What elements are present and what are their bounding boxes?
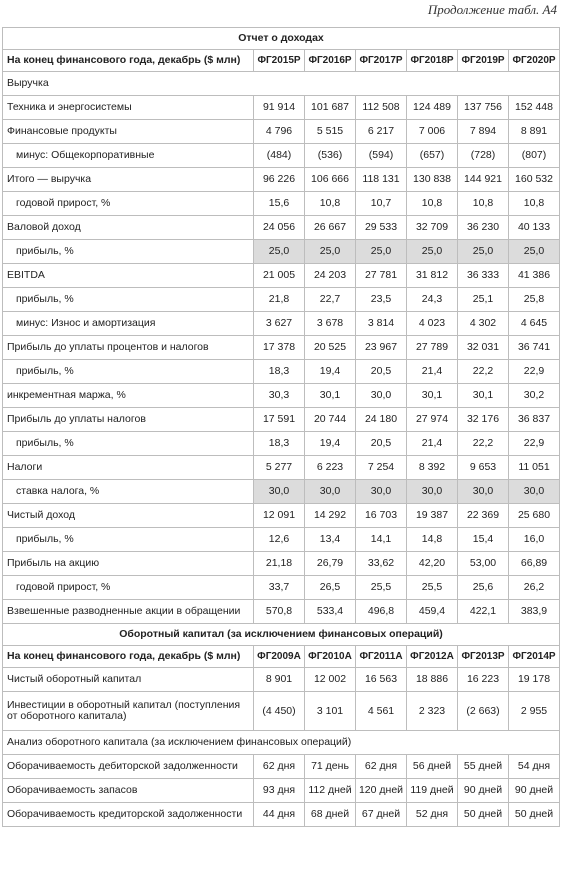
value-cell: 4 302 bbox=[458, 312, 509, 336]
table-row bbox=[3, 504, 560, 528]
header-row bbox=[3, 646, 560, 668]
row-label: ставка налога, % bbox=[3, 480, 254, 504]
row-label: прибыль, % bbox=[3, 288, 254, 312]
year-header: ФГ2017Р bbox=[356, 50, 407, 72]
value-cell: 7 894 bbox=[458, 120, 509, 144]
value-cell: 533,4 bbox=[305, 600, 356, 624]
value-cell: 8 901 bbox=[254, 668, 305, 692]
year-header: ФГ2014Р bbox=[509, 646, 560, 668]
value-cell: 25,0 bbox=[254, 240, 305, 264]
value-cell: 124 489 bbox=[407, 96, 458, 120]
value-cell: 3 627 bbox=[254, 312, 305, 336]
value-cell: 18,3 bbox=[254, 360, 305, 384]
row-label: прибыль, % bbox=[3, 432, 254, 456]
value-cell: 24 203 bbox=[305, 264, 356, 288]
value-cell: 20,5 bbox=[356, 360, 407, 384]
value-cell: 6 217 bbox=[356, 120, 407, 144]
value-cell: 22,7 bbox=[305, 288, 356, 312]
value-cell: 16 563 bbox=[356, 668, 407, 692]
value-cell: 25,0 bbox=[407, 240, 458, 264]
value-cell: 22 369 bbox=[458, 504, 509, 528]
table-row bbox=[3, 803, 560, 827]
value-cell: 6 223 bbox=[305, 456, 356, 480]
value-cell: 55 дней bbox=[458, 755, 509, 779]
value-cell: 52 дня bbox=[407, 803, 458, 827]
value-cell: 30,0 bbox=[356, 384, 407, 408]
year-header: ФГ2009А bbox=[254, 646, 305, 668]
row-label: Оборачиваемость запасов bbox=[3, 779, 254, 803]
value-cell: 66,89 bbox=[509, 552, 560, 576]
section-title: Оборотный капитал (за исключением финансовых операций) bbox=[3, 624, 560, 646]
row-label: Валовой доход bbox=[3, 216, 254, 240]
section-title: Отчет о доходах bbox=[3, 28, 560, 50]
row-label: прибыль, % bbox=[3, 240, 254, 264]
value-cell: 137 756 bbox=[458, 96, 509, 120]
row-label: Финансовые продукты bbox=[3, 120, 254, 144]
value-cell: 22,2 bbox=[458, 432, 509, 456]
table-row bbox=[3, 528, 560, 552]
value-cell: 10,8 bbox=[458, 192, 509, 216]
table-row bbox=[3, 731, 560, 755]
value-cell: 30,0 bbox=[356, 480, 407, 504]
value-cell: 18,3 bbox=[254, 432, 305, 456]
row-label: Прибыль до уплаты налогов bbox=[3, 408, 254, 432]
row-label: прибыль, % bbox=[3, 528, 254, 552]
value-cell: 112 508 bbox=[356, 96, 407, 120]
value-cell: 25,1 bbox=[458, 288, 509, 312]
value-cell: 22,2 bbox=[458, 360, 509, 384]
value-cell: 21,4 bbox=[407, 432, 458, 456]
value-cell: 4 023 bbox=[407, 312, 458, 336]
value-cell: 26,5 bbox=[305, 576, 356, 600]
value-cell: 54 дня bbox=[509, 755, 560, 779]
row-label: минус: Износ и амортизация bbox=[3, 312, 254, 336]
value-cell: 50 дней bbox=[458, 803, 509, 827]
header-label: На конец финансового года, декабрь ($ млн) bbox=[3, 50, 254, 72]
value-cell: 25,0 bbox=[356, 240, 407, 264]
row-label: Чистый оборотный капитал bbox=[3, 668, 254, 692]
value-cell: 22,9 bbox=[509, 360, 560, 384]
value-cell: (594) bbox=[356, 144, 407, 168]
year-header: ФГ2018Р bbox=[407, 50, 458, 72]
row-label: инкрементная маржа, % bbox=[3, 384, 254, 408]
value-cell: 459,4 bbox=[407, 600, 458, 624]
value-cell: 12 091 bbox=[254, 504, 305, 528]
value-cell: 25,8 bbox=[509, 288, 560, 312]
value-cell: 160 532 bbox=[509, 168, 560, 192]
value-cell: 32 176 bbox=[458, 408, 509, 432]
value-cell: 44 дня bbox=[254, 803, 305, 827]
value-cell: 15,4 bbox=[458, 528, 509, 552]
value-cell: 7 006 bbox=[407, 120, 458, 144]
value-cell: 11 051 bbox=[509, 456, 560, 480]
value-cell: 12,6 bbox=[254, 528, 305, 552]
value-cell: 152 448 bbox=[509, 96, 560, 120]
table-row bbox=[3, 755, 560, 779]
value-cell: 16 223 bbox=[458, 668, 509, 692]
table-row bbox=[3, 384, 560, 408]
value-cell: 21,4 bbox=[407, 360, 458, 384]
value-cell: 19 178 bbox=[509, 668, 560, 692]
value-cell: 30,0 bbox=[305, 480, 356, 504]
value-cell: 8 891 bbox=[509, 120, 560, 144]
value-cell: 30,1 bbox=[305, 384, 356, 408]
value-cell: 25,0 bbox=[305, 240, 356, 264]
table-row bbox=[3, 692, 560, 731]
value-cell: 106 666 bbox=[305, 168, 356, 192]
value-cell: 24 180 bbox=[356, 408, 407, 432]
table-row bbox=[3, 480, 560, 504]
year-header: ФГ2012А bbox=[407, 646, 458, 668]
table-row bbox=[3, 312, 560, 336]
table-row bbox=[3, 360, 560, 384]
value-cell: 33,62 bbox=[356, 552, 407, 576]
value-cell: 496,8 bbox=[356, 600, 407, 624]
value-cell: 3 101 bbox=[305, 692, 356, 731]
value-cell: 25,6 bbox=[458, 576, 509, 600]
value-cell: (657) bbox=[407, 144, 458, 168]
value-cell: 33,7 bbox=[254, 576, 305, 600]
value-cell: 8 392 bbox=[407, 456, 458, 480]
value-cell: 90 дней bbox=[458, 779, 509, 803]
value-cell: 32 709 bbox=[407, 216, 458, 240]
value-cell: 3 814 bbox=[356, 312, 407, 336]
value-cell: 50 дней bbox=[509, 803, 560, 827]
row-label: Анализ оборотного капитала (за исключением финансовых операций) bbox=[3, 731, 560, 755]
value-cell: 15,6 bbox=[254, 192, 305, 216]
year-header: ФГ2020Р bbox=[509, 50, 560, 72]
table-caption: Продолжение табл. А4 bbox=[427, 2, 557, 17]
value-cell: 5 277 bbox=[254, 456, 305, 480]
header-label: На конец финансового года, декабрь ($ млн) bbox=[3, 646, 254, 668]
table-row bbox=[3, 668, 560, 692]
value-cell: 14 292 bbox=[305, 504, 356, 528]
value-cell: 10,8 bbox=[407, 192, 458, 216]
value-cell: (807) bbox=[509, 144, 560, 168]
table-row bbox=[3, 600, 560, 624]
row-label: годовой прирост, % bbox=[3, 192, 254, 216]
row-label: Итого — выручка bbox=[3, 168, 254, 192]
value-cell: 5 515 bbox=[305, 120, 356, 144]
value-cell: 422,1 bbox=[458, 600, 509, 624]
table-row bbox=[3, 240, 560, 264]
value-cell: 20 744 bbox=[305, 408, 356, 432]
value-cell: 27 974 bbox=[407, 408, 458, 432]
value-cell: 21 005 bbox=[254, 264, 305, 288]
row-label: Налоги bbox=[3, 456, 254, 480]
value-cell: 21,8 bbox=[254, 288, 305, 312]
value-cell: 13,4 bbox=[305, 528, 356, 552]
value-cell: 10,7 bbox=[356, 192, 407, 216]
section-title-row bbox=[3, 624, 560, 646]
value-cell: 36 837 bbox=[509, 408, 560, 432]
value-cell: (536) bbox=[305, 144, 356, 168]
value-cell: 17 591 bbox=[254, 408, 305, 432]
value-cell: 71 день bbox=[305, 755, 356, 779]
value-cell: 26,79 bbox=[305, 552, 356, 576]
value-cell: 4 796 bbox=[254, 120, 305, 144]
table-row bbox=[3, 552, 560, 576]
value-cell: 23,5 bbox=[356, 288, 407, 312]
year-header: ФГ2019Р bbox=[458, 50, 509, 72]
value-cell: 119 дней bbox=[407, 779, 458, 803]
row-label: Прибыль на акцию bbox=[3, 552, 254, 576]
row-label: прибыль, % bbox=[3, 360, 254, 384]
value-cell: (728) bbox=[458, 144, 509, 168]
value-cell: 17 378 bbox=[254, 336, 305, 360]
row-label: Инвестиции в оборотный капитал (поступления от оборотного капитала) bbox=[3, 692, 254, 731]
value-cell: 22,9 bbox=[509, 432, 560, 456]
table-row bbox=[3, 432, 560, 456]
value-cell: 27 781 bbox=[356, 264, 407, 288]
value-cell: 120 дней bbox=[356, 779, 407, 803]
value-cell: 14,8 bbox=[407, 528, 458, 552]
row-label: минус: Общекорпоративные bbox=[3, 144, 254, 168]
value-cell: 16,0 bbox=[509, 528, 560, 552]
table-row bbox=[3, 120, 560, 144]
value-cell: 62 дня bbox=[254, 755, 305, 779]
table-row bbox=[3, 72, 560, 96]
value-cell: (4 450) bbox=[254, 692, 305, 731]
value-cell: 23 967 bbox=[356, 336, 407, 360]
value-cell: 30,1 bbox=[458, 384, 509, 408]
value-cell: 30,0 bbox=[254, 480, 305, 504]
value-cell: 30,2 bbox=[509, 384, 560, 408]
financial-table bbox=[2, 27, 560, 827]
value-cell: 36 333 bbox=[458, 264, 509, 288]
year-header: ФГ2015Р bbox=[254, 50, 305, 72]
value-cell: 130 838 bbox=[407, 168, 458, 192]
year-header: ФГ2013Р bbox=[458, 646, 509, 668]
value-cell: 36 230 bbox=[458, 216, 509, 240]
value-cell: 56 дней bbox=[407, 755, 458, 779]
row-label: годовой прирост, % bbox=[3, 576, 254, 600]
year-header: ФГ2011А bbox=[356, 646, 407, 668]
value-cell: 27 789 bbox=[407, 336, 458, 360]
value-cell: 21,18 bbox=[254, 552, 305, 576]
value-cell: 112 дней bbox=[305, 779, 356, 803]
table-row bbox=[3, 288, 560, 312]
value-cell: 118 131 bbox=[356, 168, 407, 192]
value-cell: 570,8 bbox=[254, 600, 305, 624]
value-cell: 10,8 bbox=[305, 192, 356, 216]
value-cell: 62 дня bbox=[356, 755, 407, 779]
value-cell: 101 687 bbox=[305, 96, 356, 120]
value-cell: 53,00 bbox=[458, 552, 509, 576]
table-row bbox=[3, 408, 560, 432]
value-cell: 3 678 bbox=[305, 312, 356, 336]
table-row bbox=[3, 456, 560, 480]
value-cell: 20,5 bbox=[356, 432, 407, 456]
value-cell: 25,0 bbox=[509, 240, 560, 264]
value-cell: 42,20 bbox=[407, 552, 458, 576]
value-cell: 10,8 bbox=[509, 192, 560, 216]
table-row bbox=[3, 264, 560, 288]
value-cell: 25,0 bbox=[458, 240, 509, 264]
table-row bbox=[3, 336, 560, 360]
row-label: Выручка bbox=[3, 72, 560, 96]
value-cell: 7 254 bbox=[356, 456, 407, 480]
value-cell: (2 663) bbox=[458, 692, 509, 731]
value-cell: 24,3 bbox=[407, 288, 458, 312]
value-cell: 30,1 bbox=[407, 384, 458, 408]
value-cell: 14,1 bbox=[356, 528, 407, 552]
value-cell: 30,0 bbox=[407, 480, 458, 504]
value-cell: 25,5 bbox=[407, 576, 458, 600]
value-cell: 12 002 bbox=[305, 668, 356, 692]
value-cell: 30,0 bbox=[458, 480, 509, 504]
value-cell: 30,0 bbox=[509, 480, 560, 504]
table-row bbox=[3, 168, 560, 192]
value-cell: 67 дней bbox=[356, 803, 407, 827]
year-header: ФГ2010А bbox=[305, 646, 356, 668]
table-row bbox=[3, 779, 560, 803]
value-cell: 16 703 bbox=[356, 504, 407, 528]
table-row bbox=[3, 216, 560, 240]
row-label: Прибыль до уплаты процентов и налогов bbox=[3, 336, 254, 360]
value-cell: (484) bbox=[254, 144, 305, 168]
table-row bbox=[3, 192, 560, 216]
value-cell: 26,2 bbox=[509, 576, 560, 600]
value-cell: 2 323 bbox=[407, 692, 458, 731]
table-row bbox=[3, 576, 560, 600]
table-body bbox=[3, 28, 560, 827]
year-header: ФГ2016Р bbox=[305, 50, 356, 72]
value-cell: 91 914 bbox=[254, 96, 305, 120]
value-cell: 4 645 bbox=[509, 312, 560, 336]
row-label: EBITDA bbox=[3, 264, 254, 288]
row-label: Оборачиваемость кредиторской задолженности bbox=[3, 803, 254, 827]
value-cell: 96 226 bbox=[254, 168, 305, 192]
value-cell: 24 056 bbox=[254, 216, 305, 240]
value-cell: 41 386 bbox=[509, 264, 560, 288]
value-cell: 29 533 bbox=[356, 216, 407, 240]
row-label: Взвешенные разводненные акции в обращении bbox=[3, 600, 254, 624]
value-cell: 19,4 bbox=[305, 360, 356, 384]
value-cell: 93 дня bbox=[254, 779, 305, 803]
value-cell: 4 561 bbox=[356, 692, 407, 731]
row-label: Оборачиваемость дебиторской задолженности bbox=[3, 755, 254, 779]
value-cell: 20 525 bbox=[305, 336, 356, 360]
value-cell: 19,4 bbox=[305, 432, 356, 456]
value-cell: 30,3 bbox=[254, 384, 305, 408]
value-cell: 2 955 bbox=[509, 692, 560, 731]
row-label: Техника и энергосистемы bbox=[3, 96, 254, 120]
table-row bbox=[3, 144, 560, 168]
value-cell: 19 387 bbox=[407, 504, 458, 528]
value-cell: 40 133 bbox=[509, 216, 560, 240]
header-row bbox=[3, 50, 560, 72]
value-cell: 68 дней bbox=[305, 803, 356, 827]
value-cell: 32 031 bbox=[458, 336, 509, 360]
value-cell: 90 дней bbox=[509, 779, 560, 803]
value-cell: 36 741 bbox=[509, 336, 560, 360]
row-label: Чистый доход bbox=[3, 504, 254, 528]
value-cell: 25 680 bbox=[509, 504, 560, 528]
value-cell: 9 653 bbox=[458, 456, 509, 480]
value-cell: 144 921 bbox=[458, 168, 509, 192]
value-cell: 26 667 bbox=[305, 216, 356, 240]
value-cell: 31 812 bbox=[407, 264, 458, 288]
value-cell: 25,5 bbox=[356, 576, 407, 600]
section-title-row bbox=[3, 28, 560, 50]
value-cell: 383,9 bbox=[509, 600, 560, 624]
table-row bbox=[3, 96, 560, 120]
value-cell: 18 886 bbox=[407, 668, 458, 692]
